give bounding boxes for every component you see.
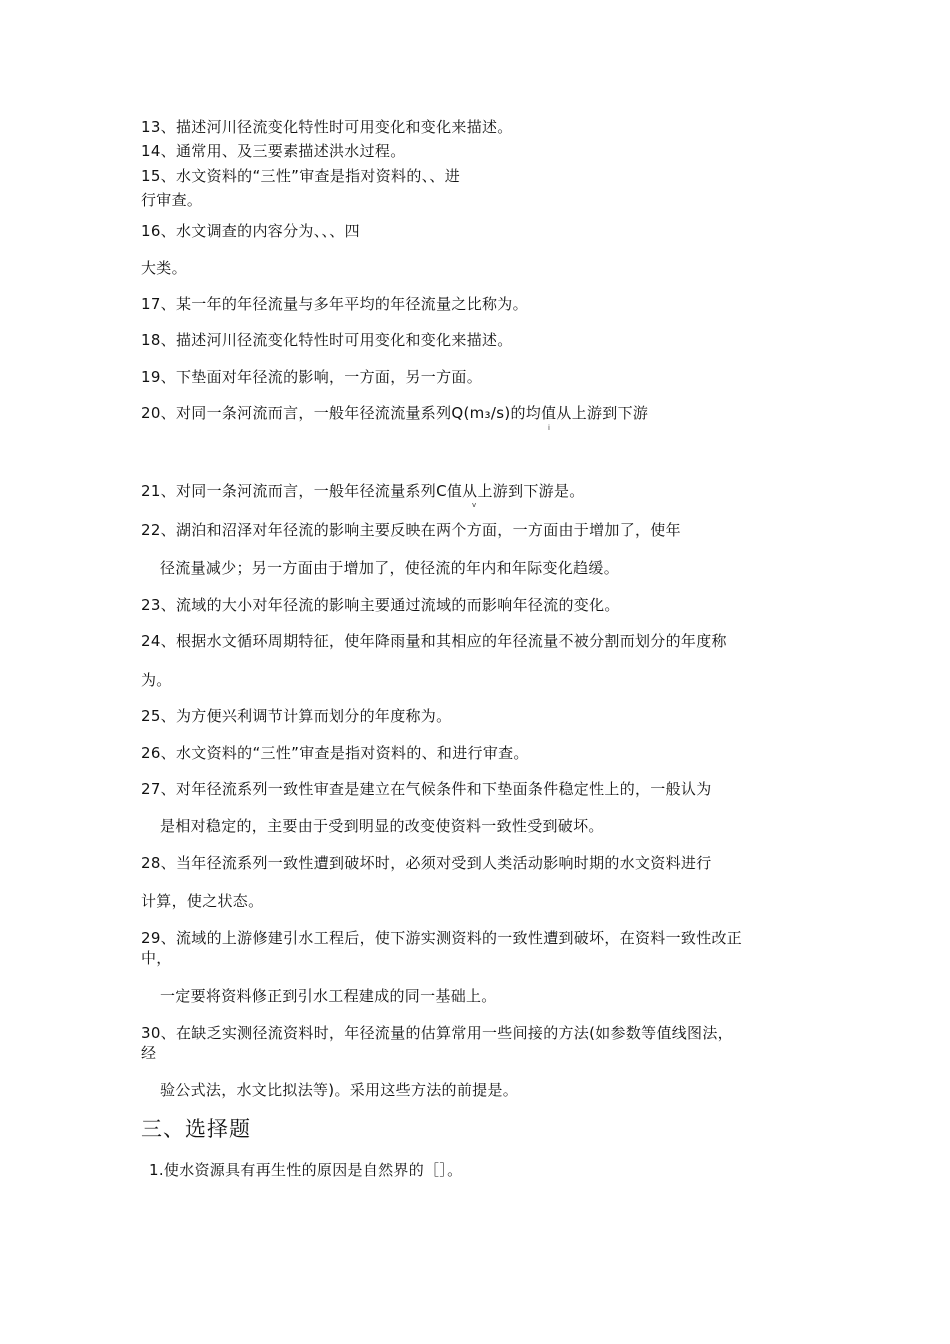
line-15-cont: 行审查。 [141,191,203,209]
line-19: 19、下垫面对年径流的影响，一方面，另一方面。 [141,368,482,386]
subscript-mark-i: i [548,424,550,432]
section-heading: 三、选择题 [141,1117,251,1141]
line-26: 26、水文资料的“三性”审查是指对资料的、和进行审查。 [141,744,529,762]
line-25: 25、为方便兴利调节计算而划分的年度称为。 [141,707,452,725]
line-17: 17、某一年的年径流量与多年平均的年径流量之比称为。 [141,295,528,313]
line-30-cont: 验公式法，水文比拟法等)。采用这些方法的前提是。 [160,1081,519,1099]
line-21: 21、对同一条河流而言，一般年径流量系列C值从上游到下游是。 [141,482,585,500]
line-27-cont: 是相对稳定的，主要由于受到明显的改变使资料一致性受到破坏。 [160,817,604,835]
line-28-cont: 计算，使之状态。 [141,892,264,910]
line-22-cont: 径流量减少；另一方面由于增加了，使径流的年内和年际变化趋缓。 [160,559,620,577]
line-16-cont: 大类。 [141,259,187,277]
question-1: 1.使水资源具有再生性的原因是自然界的［］。 [149,1161,463,1179]
line-23: 23、流域的大小对年径流的影响主要通过流域的而影响年径流的变化。 [141,596,620,614]
line-29-wrap: 中， [141,949,172,967]
line-18: 18、描述河川径流变化特性时可用变化和变化来描述。 [141,331,513,349]
line-24: 24、根据水文循环周期特征，使年降雨量和其相应的年径流量不被分割而划分的年度称 [141,632,727,650]
line-28: 28、当年径流系列一致性遭到破坏时，必须对受到人类活动影响时期的水文资料进行 [141,854,712,872]
line-22: 22、湖泊和沼泽对年径流的影响主要反映在两个方面，一方面由于增加了，使年 [141,521,681,539]
line-27: 27、对年径流系列一致性审查是建立在气候条件和下垫面条件稳定性上的，一般认为 [141,780,712,798]
line-20: 20、对同一条河流而言，一般年径流流量系列Q(m₃/s)的均值从上游到下游 [141,404,649,422]
line-24-cont: 为。 [141,671,172,689]
subscript-mark-v: v [472,501,477,509]
line-30: 30、在缺乏实测径流资料时，年径流量的估算常用一些间接的方法(如参数等值线图法， [141,1024,733,1042]
line-16: 16、水文调查的内容分为、、、四 [141,222,360,240]
line-13: 13、描述河川径流变化特性时可用变化和变化来描述。 [141,118,513,136]
line-15: 15、水文资料的“三性”审查是指对资料的、、进 [141,167,461,185]
line-30-wrap: 经 [141,1044,157,1062]
line-29-cont: 一定要将资料修正到引水工程建成的同一基础上。 [160,987,497,1005]
line-29: 29、流域的上游修建引水工程后，使下游实测资料的一致性遭到破坏，在资料一致性改正 [141,929,743,947]
line-14: 14、通常用、及三要素描述洪水过程。 [141,142,406,160]
